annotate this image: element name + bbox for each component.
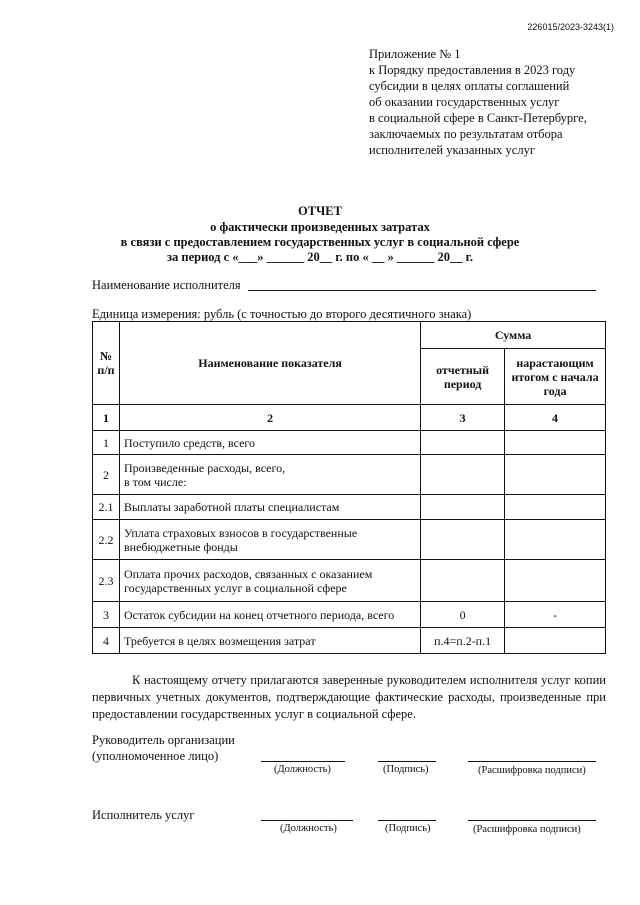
row-num: 4 [93,628,120,654]
row-cumulative[interactable] [505,495,606,520]
table-row [93,628,606,654]
signature-caption: (Подпись) [383,764,429,775]
table-row [93,560,606,602]
col-number: 2 [119,405,420,431]
appendix-line: к Порядку предоставления в 2023 году [369,63,576,77]
signature-caption: (Подпись) [385,823,431,834]
head-label-sub: (уполномоченное лицо) [92,749,219,763]
row-name: Выплаты заработной платы специалистам [119,495,420,520]
appendix-line: Приложение № 1 [369,47,461,61]
row-num: 2.1 [93,495,120,520]
executor-name-label: Наименование исполнителя [92,278,241,292]
header-period: отчетный период [421,349,505,405]
executor-name-field[interactable] [248,290,596,291]
position-caption: (Должность) [274,764,331,775]
row-num: 1 [93,431,120,455]
table-row [93,520,606,560]
head-label: Руководитель организации [92,733,235,747]
executor-sign-label: Исполнитель услуг [92,808,195,822]
row-name: Произведенные расходы, всего, в том числе: [119,455,420,495]
appendix-line: об оказании государственных услуг [369,95,560,109]
document-id: 226015/2023-3243(1) [527,22,614,32]
row-period[interactable] [421,560,505,602]
head-position-field[interactable] [261,761,345,762]
attachment-note: К настоящему отчету прилагаются заверенные руководителем исполнителя услуг копии первичных учетных документов, подтверждающие фактические расходы, произведенные при предоставлении государственных услуг в социальной сфере. [92,673,606,721]
col-number: 4 [505,405,606,431]
head-decoding-field[interactable] [468,761,596,762]
header-name: Наименование показателя [119,322,420,405]
header-sum: Сумма [421,322,606,349]
report-title: ОТЧЕТ [298,204,342,218]
executor-signature-field[interactable] [378,820,436,821]
appendix-header [369,46,619,158]
decoding-caption: (Расшифровка подписи) [478,765,586,776]
head-signature-field[interactable] [378,761,436,762]
decoding-caption: (Расшифровка подписи) [473,824,581,835]
row-cumulative[interactable] [505,628,606,654]
row-cumulative[interactable]: - [505,602,606,628]
row-period[interactable] [421,495,505,520]
executor-decoding-field[interactable] [468,820,596,821]
position-caption: (Должность) [280,823,337,834]
row-num: 2.2 [93,520,120,560]
row-name: Оплата прочих расходов, связанных с оказанием государственных услуг в социальной сфере [119,560,420,602]
row-cumulative[interactable] [505,520,606,560]
row-num: 2 [93,455,120,495]
table-row [93,431,606,455]
row-name: Уплата страховых взносов в государственные внебюджетные фонды [119,520,420,560]
report-subtitle: в связи с предоставлением государственных услуг в социальной сфере [120,235,520,249]
row-period[interactable] [421,520,505,560]
row-cumulative[interactable] [505,455,606,495]
table-row [93,602,606,628]
row-name: Поступило средств, всего [119,431,420,455]
report-period: за период с «___» ______ 20__ г. по « __ » ______ 20__ г. [166,250,474,264]
table-row [93,495,606,520]
row-period[interactable] [421,455,505,495]
appendix-line: заключаемых по результатам отбора [369,127,563,141]
appendix-line: исполнителей указанных услуг [369,143,535,157]
col-number: 1 [93,405,120,431]
row-name: Остаток субсидии на конец отчетного периода, всего [119,602,420,628]
appendix-line: в социальной сфере в Санкт-Петербурге, [369,111,587,125]
col-number: 3 [421,405,505,431]
row-period[interactable]: п.4=п.2-п.1 [421,628,505,654]
row-cumulative[interactable] [505,560,606,602]
unit-label: Единица измерения: рубль (с точностью до второго десятичного знака) [92,307,472,321]
executor-position-field[interactable] [261,820,353,821]
table-row [93,455,606,495]
row-num: 2.3 [93,560,120,602]
row-num: 3 [93,602,120,628]
report-subtitle: о фактически произведенных затратах [210,220,430,234]
row-name: Требуется в целях возмещения затрат [119,628,420,654]
row-period[interactable]: 0 [421,602,505,628]
report-table [92,321,606,654]
row-cumulative[interactable] [505,431,606,455]
header-cumulative: нарастающим итогом с начала года [505,349,606,405]
header-num: № п/п [93,322,120,405]
appendix-line: субсидии в целях оплаты соглашений [369,79,570,93]
row-period[interactable] [421,431,505,455]
